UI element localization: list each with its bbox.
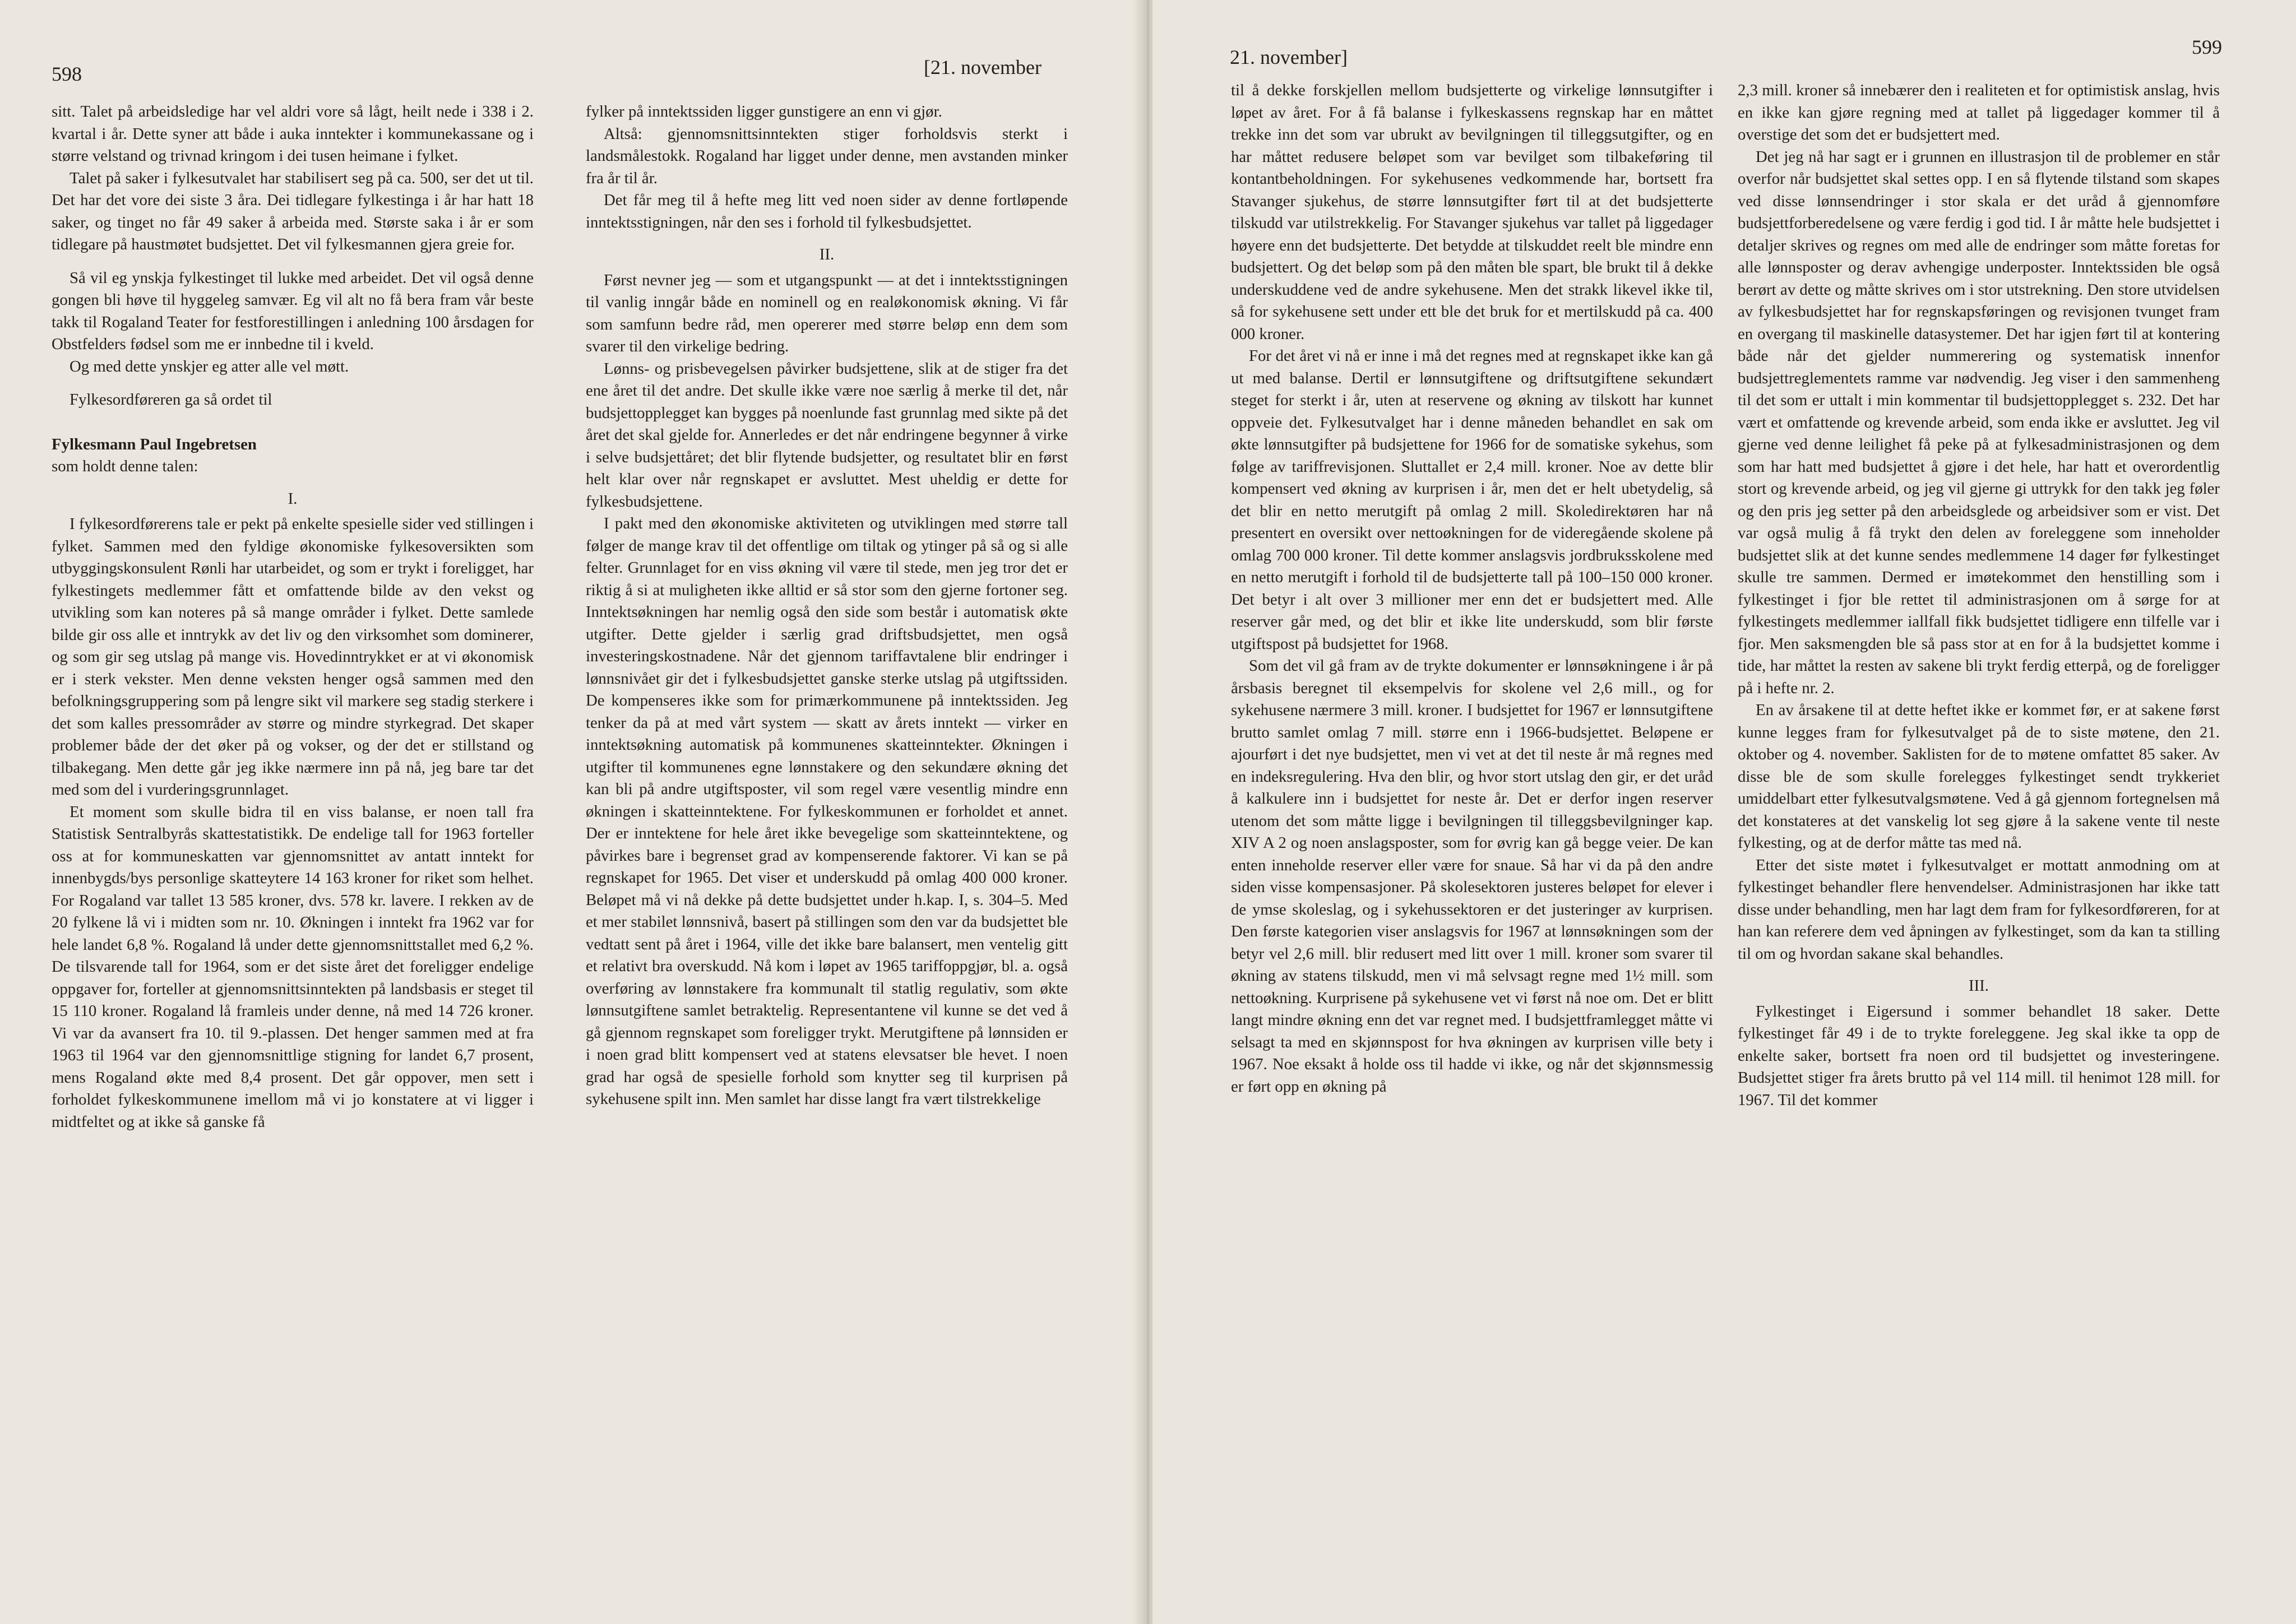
paragraph: Fylkesordføreren ga så ordet til xyxy=(70,391,272,409)
left-page-column-1 xyxy=(52,101,534,1133)
paragraph: Et moment som skulle bidra til en viss balanse, er noen tall fra Statistisk Sentralbyrås skattestatistikk. De endelige tall for 1963 forteller oss at for kommuneskatten var gjennomsnittet av antatt inntekt for innenbygds/bys personlige skatteytere 14 163 kroner for riket som helhet. For Rogaland var tallet 13 585 kroner, dvs. 578 kr. lavere. I rekken av de 20 fylkene lå vi i midten som nr. 10. Økningen i inntekt fra 1962 var for hele landet 6,8 %. Rogaland lå under dette gjennomsnittstallet med 6,2 %. De tilsvarende tall for 1964, som er det siste året det foreligger endelige oppgaver for, forteller at gjennomsnittsinntekten på landsbasis er steget til 15 110 kroner. Rogaland lå framleis under denne, nå med 14 726 kroner. Vi var da avansert fra 10. til 9.-plassen. Det henger sammen med at fra 1963 til 1964 var den gjennomsnittlige stigning for landet 6,7 prosent, mens Rogaland økte med 8,4 prosent. Det går oppover, men sett i forholdet fylkeskommunene imellom må vi jo konstatere at vi ligger i midtfeltet og at ikke så ganske få xyxy=(52,802,534,1131)
speaker-name: Fylkesmann Paul Ingebretsen xyxy=(52,435,257,453)
paragraph: til å dekke forskjellen mellom budsjetterte og virkelige lønnsutgifter i løpet av året. For å få balanse i fylkeskassens regnskap har en måttet trekke inn det som var ubrukt av bevilgningen til tilleggsutgifter, og en har måttet redusere beløpet som var bevilget som tilbakeføring til kontantbeholdningen. For sykehusenes vedkommende har, bortsett fra Stavanger sjukehus, de større lønnsutgifter ført til at det budsjetterte tilskudd var utilstrekkelig. For Stavanger sjukehus var tallet på liggedager høyere enn det budsjetterte. Det betydde at tilskuddet reelt ble mindre enn budsjettert. Og det beløp som på den måten ble spart, ble brukt til å dekke underskuddene ved de andre sykehusene. Men det strakk likevel ikke til, så for sykehusene sett under ett ble det bruk for et mertilskudd på ca. 400 000 kroner. xyxy=(1231,81,1713,343)
paragraph: Altså: gjennomsnittsinntekten stiger forholdsvis sterkt i landsmålestokk. Rogaland har ligget under denne, men avstanden minker fra år til år. xyxy=(586,124,1068,187)
paragraph: Så vil eg ynskja fylkestinget til lukke med arbeidet. Det vil også denne gongen bli høve til hyggeleg samvær. Eg vil alt no få bera fram vår beste takk til Rogaland Teater for festforestillingen i anledning 100 årsdagen for Obstfelders fødsel som me er innbedne til i kveld. xyxy=(52,268,534,353)
right-page-column-2 xyxy=(1738,80,2220,1111)
section-heading: III. xyxy=(1969,977,1989,995)
left-page xyxy=(0,0,1144,1624)
paragraph: I pakt med den økonomiske aktiviteten og utviklingen med større tall følger de mange krav til det offentlige om tiltak og ytinger på så og si alle felter. Grunnlaget for en viss økning vil være til stede, men jeg tror det er riktig å si at muligheten ikke alltid er så stor som den gjerne fortoner seg. Inntektsøkningen har nemlig også den side som består i automatisk økte utgifter. Dette gjelder i særlig grad driftsbudsjettet, men også investeringskostnadene. Når det gjennom tariffavtalene blir endringer i lønnsnivået gir det i fylkesbudsjettet ganske sterke utslag på utgiftssiden. De kompenseres ikke som for primærkommunene på inntektssiden. Jeg tenker da på at med vårt system — skatt av årets inntekt — virker en inntektsøkning automatisk på kommunenes skatteinntekter. Økningen i utgifter til kommunenes egne lønnstakere og den sekundære økning det kan bli på andre utgiftsposter, vil som regel være vesentlig mindre enn økningen i skatteinntektene. For fylkeskommunen er forholdet et annet. Der er inntektene for hele året ikke bevegelige som skatteinntektene, og påvirkes bare i begrenset grad av kompenserende faktorer. Vi kan se på regnskapet for 1965. Det viser et underskudd på omlag 400 000 kroner. Beløpet må vi nå dekke på dette budsjettet under h.kap. I, s. 304–5. Med et mer stabilet lønnsnivå, basert på stillingen som den var da budsjettet ble vedtatt sent på året i 1964, ville det ikke bare balansert, men ventelig gitt et relativt bra overskudd. Nå kom i løpet av 1965 tariffoppgjør, bl. a. også overføring av lønnstakere fra kommunalt til statlig regulativ, som økte lønnsutgiftene samlet betraktelig. Representantene vil kunne se det ved å gå gjennom regnskapet som foreligger trykt. Merutgiftene på lønnsiden er i noen grad blitt kompensert ved at statens elevsatser ble hevet. I noen grad har også de spesielle forhold som knytter seg til kurprisen på sykehusene spilt inn. Men samlet har disse langt fra vært tilstrekkelige xyxy=(586,514,1068,1108)
paragraph: Først nevner jeg — som et utgangspunkt — at det i inntektsstigningen til vanlig inngår både en nominell og en realøkonomisk økning. Vi får som samfunn bedre råd, men opererer med større beløp enn dem som svarer til den virkelige bedring. xyxy=(586,271,1068,355)
page-number-right: 599 xyxy=(2192,36,2222,58)
paragraph: som holdt denne talen: xyxy=(52,457,198,475)
paragraph: sitt. Talet på arbeidsledige har vel aldri vore så lågt, heilt nede i 338 i 2. kvartal i år. Dette syner att både i auka inntekter i kommunekassane og i større velstand og trivnad kringom i dei tusen heimane i fylket. xyxy=(52,103,534,165)
section-heading: II. xyxy=(819,245,835,263)
paragraph: Lønns- og prisbevegelsen påvirker budsjettene, slik at de stiger fra det ene året til det andre. Det skulle ikke være noe særlig å merke til det, når budsjettopplegget kan bygges på noenlunde fast grunnlag med sikte på det året det skal gjelde for. Annerledes er det når endringene begynner å virke i selve budsjettåret; det blir flytende budsjetter, og resultatet blir en først helt klar over når regnskapet er avsluttet. Mest uheldig er dette for fylkesbudsjettene. xyxy=(586,359,1068,511)
paragraph: fylker på inntektssiden ligger gunstigere an enn vi gjør. xyxy=(586,103,942,120)
paragraph: 2,3 mill. kroner så innebærer den i realiteten et for optimistisk anslag, hvis en ikke kan gjøre regning med at tallet på liggedager kommer til å overstige det som det er budsjettert med. xyxy=(1738,81,2220,143)
right-page xyxy=(1152,0,2296,1624)
right-page-column-1 xyxy=(1231,80,1713,1098)
paragraph: For det året vi nå er inne i må det regnes med at regnskapet ikke kan gå ut med balanse. Dertil er lønnsutgiftene og driftsutgiftene sekundært steget for sterkt i år, uten at reservene og økning av tilskott har kunnet oppveie det. Fylkesutvalget har i denne måneden behandlet en sak om økte lønnsutgifter på budsjettene for 1966 for de somatiske sykehus, som følge av tariffrevisjonen. Sluttallet er 2,4 mill. kroner. Noe av dette blir kompensert ved økning av kurprisen i år, men det er helt ubetydelig, så det blir en netto merutgift på omlag 2 mill. Skoledirektøren har nå presentert en oversikt over nettoøkningen for de videregående skolene på omlag 700 000 kroner. Til dette kommer anslagsvis jordbruksskolene med en netto merutgift i forhold til de budsjetterte tall på 100–150 000 kroner. Det betyr i alt over 3 millioner mer enn det er budsjettert med. Alle reserver går med, og det blir et ikke lite underskudd, som blir første utgiftspost på budsjettet for 1968. xyxy=(1231,347,1713,653)
paragraph: Det jeg nå har sagt er i grunnen en illustrasjon til de problemer en står overfor når budsjettet skal settes opp. I en så flytende tilstand som skapes ved disse lønnsendringer i stor skala er det uråd å gjennomføre budsjettforberedelsene og være ferdig i god tid. I år måtte hele budsjettet i detaljer skrives og regnes om med alle de endringer som måtte foretas for alle lønnsposter og derav avhengige underposter. Inntektssiden ble også berørt av dette og måtte skrives om i stor utstrekning. Den store utvidelsen av fylkesbudsjettet har for regnskapsføringen og revisjonen tvunget fram en overgang til maskinelle datasystemer. Det har igjen ført til at kontering både når det gjelder nummerering og systematisk innenfor budsjettreglementets ramme var nødvendig. Jeg viser i den sammenheng til det som er uttalt i min kommentar til budsjettopplegget s. 232. Det har vært et omfattende og krevende arbeid, som enda ikke er avsluttet. Jeg vil gjerne ved denne leilighet få peke på at fylkesadministrasjonen og dem som har hatt med budsjettet å gjøre i det hele, har hatt et overordentlig stort og krevende arbeid, og jeg vil gjerne gi uttrykk for den takk jeg føler og den pris jeg setter på den arbeidsglede og arbeidsiver som er vist. Det var også mulig å få trykt den delen av foreleggene som inneholder budsjettet slik at det kunne sendes medlemmene 14 dager før fylkestinget skulle tre sammen. Dermed er imøtekommet den henstilling som i fylkestinget i fjor ble rettet til administrasjonen om å sørge for at fylkestingets medlemmer iallfall fikk budsjettet tidligere enn tilfelle var i fjor. Men saksmengden ble så pass stor at en for å la budsjettet komme i tide, har måttet la resten av sakene bli trykt ferdig etterpå, og de foreligger på i hefte nr. 2. xyxy=(1738,147,2220,697)
paragraph: Talet på saker i fylkesutvalet har stabilisert seg på ca. 500, ser det ut til. Det har det vore dei siste 3 åra. Dei tidlegare fylkestinga i år har hatt 18 saker, og tinget no får 49 saker å arbeida med. Største saka i år er som tidlegare på haustmøtet budsjettet. Det vil fylkesmannen gjera greie for. xyxy=(52,169,534,253)
page-number-left: 598 xyxy=(52,63,82,85)
left-page-column-2 xyxy=(586,101,1068,1111)
paragraph: I fylkesordførerens tale er pekt på enkelte spesielle sider ved stillingen i fylket. Sammen med den fyldige økonomiske fylkesoversikten som utbyggingskonsulent Rønli har utarbeidet, og som er trykt i foreligget, har fylkestingets medlemmer fått et omfattende bilde av den vekst og utvikling som kan noteres på så mange områder i fylket. Dette samlede bilde gir oss alle et inntrykk av det liv og den virksomhet som dominerer, og som gir seg utslag på mange vis. Hovedinntrykket er at vi økonomisk er i sterk vekster. Men denne veksten henger også sammen med den befolkningsgruppering som på lengre sikt vil markere seg stadig sterkere i det som kalles pressområder av større og mindre styrkegrad. Det skaper problemer både der det øker på og vokser, og der det er stillstand og tilbakegang. Men dette går jeg ikke nærmere inn på nå, jeg bare tar det med som del i vurderingsgrunnlaget. xyxy=(52,515,534,799)
running-head-right: 21. november] xyxy=(1230,46,1348,68)
paragraph: Fylkestinget i Eigersund i sommer behandlet 18 saker. Dette fylkestinget får 49 i de to trykte foreleggene. Jeg skal ikke ta opp de enkelte saker, bortsett fra noen ord til budsjettet og investeringene. Budsjettet stiger fra årets brutto på vel 114 mill. til henimot 128 mill. for 1967. Til det kommer xyxy=(1738,1002,2220,1109)
paragraph: Etter det siste møtet i fylkesutvalget er mottatt anmodning om at fylkestinget behandler flere henvendelser. Administrasjonen har ikke tatt disse under behandling, men har lagt dem fram for fylkesordføreren, for at han kan referere dem ved åpningen av fylkestinget, som da kan ta stilling til om og hvordan sakane skal behandles. xyxy=(1738,856,2220,963)
section-heading: I. xyxy=(288,489,298,508)
paragraph: Det får meg til å hefte meg litt ved noen sider av denne fortløpende inntektsstigningen, når den ses i forhold til fylkesbudsjettet. xyxy=(586,191,1068,231)
running-head-left: [21. november xyxy=(924,56,1041,78)
paragraph: Som det vil gå fram av de trykte dokumenter er lønnsøkningene i år på årsbasis beregnet til eksempelvis for skolene vel 2,6 mill., og for sykehusene nærmere 3 mill. kroner. I budsjettet for 1967 er lønnsutgiftene brutto samlet omlag 7 mill. større enn i 1966-budsjettet. Beløpene er ajourført i det nye budsjettet, men vi vet at det til neste år må regnes med en indeksregulering. Hva den blir, og hvor stort utslag den gir, er det uråd å kalkulere inn i budsjettet for neste år. Det er derfor ingen reserver utenom det som måtte ligge i bevilgningen til tilleggsbevilgninger kap. XIV A 2 og noen anslagsposter, som for øvrig kan gå begge veier. De kan enten inneholde reserver eller være for snaue. Så har vi da på den andre siden visse kompensasjoner. På skolesektoren justeres beløpet for elever i de ymse skoleslag, og i sykehussektoren er det justeringer av kurprisen. Den første kategorien viser anslagsvis for 1967 at lønnsøkningen som der betyr vel 2,6 mill. blir redusert med litt over 1 mill. kroner som svarer til økning av statens tilskudd, men vi må selvsagt regne med 1½ mill. som nettoøkning. Kurprisene på sykehusene vet vi først nå noe om. Det er blitt langt mindre økning enn det var regnet med. I budsjettframlegget måtte vi selsagt ta med en skjønnspost for hva økningen av kurprisen ville bety i 1967. Noe eksakt å holde oss til hadde vi ikke, og når det skjønnsmessig er ført opp en økning på xyxy=(1231,657,1713,1096)
paragraph: Og med dette ynskjer eg atter alle vel møtt. xyxy=(70,357,349,375)
paragraph: En av årsakene til at dette heftet ikke er kommet før, er at sakene først kunne legges fram for fylkesutvalget på de to siste møtene, den 21. oktober og 4. november. Saklisten for de to møtene omfattet 85 saker. Av disse ble de som skulle forelegges fylkestinget sendt trykkeriet umiddelbart etter fylkesutvalgsmøtene. Ved å gå gjennom fortegnelsen må det konstateres at det vanskelig lot seg gjøre å la sakene vente til neste fylkesting, og at de derfor måtte tas med nå. xyxy=(1738,701,2220,852)
